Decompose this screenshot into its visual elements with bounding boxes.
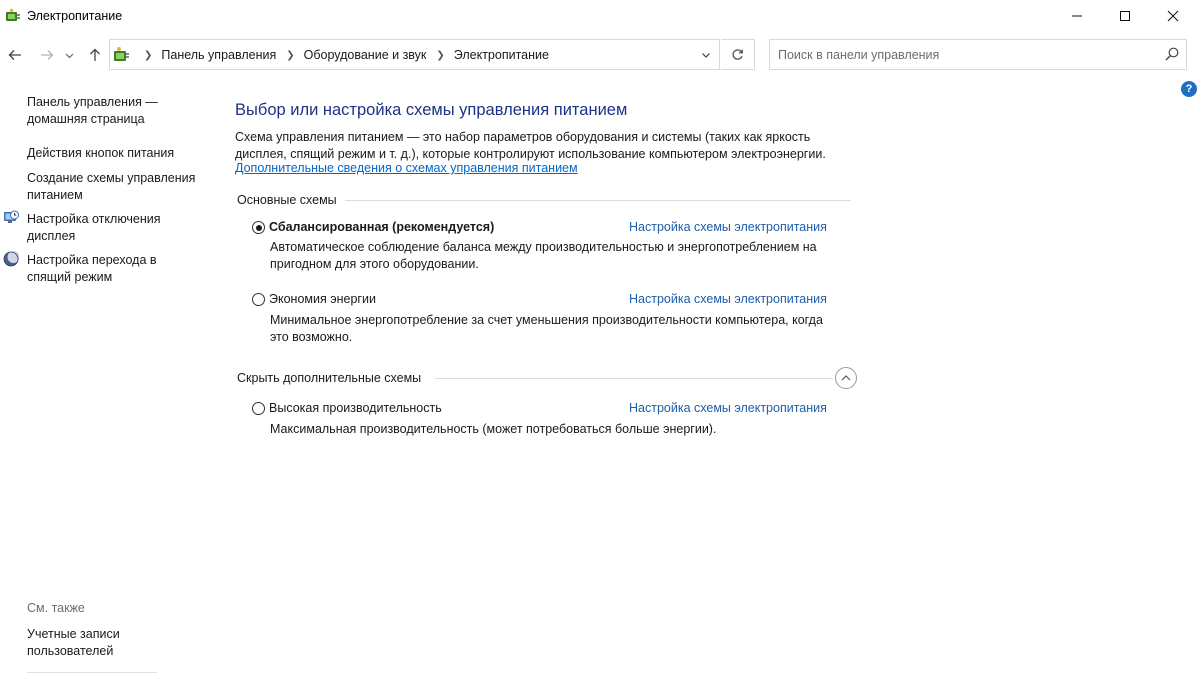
breadcrumb	[134, 48, 549, 62]
group-divider	[345, 200, 851, 201]
up-button[interactable]	[84, 44, 106, 66]
address-bar[interactable]	[109, 39, 720, 70]
group-header-preferred-plans: Основные схемы	[237, 193, 337, 207]
control-panel-icon	[112, 46, 130, 64]
sidebar-item-control-panel-home[interactable]: Панель управления — домашняя страница	[27, 95, 158, 126]
breadcrumb-separator-icon: ❯	[144, 49, 153, 61]
moon-icon	[3, 251, 19, 267]
breadcrumb-power-options[interactable]: Электропитание	[453, 48, 549, 62]
divider	[27, 672, 157, 673]
chevron-down-icon	[65, 51, 74, 60]
breadcrumb-hardware-and-sound[interactable]: Оборудование и звук	[303, 48, 427, 62]
help-button[interactable]: ?	[1181, 81, 1197, 97]
collapse-additional-plans-button[interactable]	[835, 367, 857, 389]
plan-description-balanced: Автоматическое соблюдение баланса между производительностью и энергопотреблением на пригодном для этого оборудовании.	[270, 240, 817, 271]
search-box[interactable]	[769, 39, 1187, 70]
group-header-hide-additional-plans[interactable]: Скрыть дополнительные схемы	[237, 371, 422, 385]
close-icon	[1167, 10, 1179, 22]
arrow-right-icon	[40, 48, 54, 62]
plan-settings-link-high-performance[interactable]: Настройка схемы электропитания	[629, 401, 827, 415]
minimize-icon	[1071, 10, 1083, 22]
see-also-label: См. также	[27, 601, 85, 615]
arrow-up-icon	[88, 48, 102, 62]
plan-radio-high-performance[interactable]	[252, 402, 265, 415]
sidebar-item-display-off[interactable]: Настройка отключения дисплея	[27, 212, 161, 243]
address-history-button[interactable]	[694, 40, 718, 69]
plan-description-high-performance: Максимальная производительность (может потребоваться больше энергии).	[270, 422, 717, 436]
search-input[interactable]	[778, 46, 1148, 64]
minimize-button[interactable]	[1054, 0, 1100, 32]
breadcrumb-separator-icon[interactable]: ❯	[286, 49, 295, 61]
forward-button[interactable]	[36, 44, 58, 66]
breadcrumb-separator-icon[interactable]: ❯	[436, 49, 445, 61]
page-description: Схема управления питанием — это набор параметров оборудования и системы (таких как яркость дисплея, спящий режим и т. д.), которые контролируют использование компьютером электроэнергии.	[235, 130, 826, 161]
plan-radio-balanced[interactable]	[252, 221, 265, 234]
plan-settings-link-power-saver[interactable]: Настройка схемы электропитания	[629, 292, 827, 306]
sidebar-item-power-buttons[interactable]: Действия кнопок питания	[27, 146, 175, 160]
plan-radio-power-saver[interactable]	[252, 293, 265, 306]
maximize-button[interactable]	[1102, 0, 1148, 32]
search-icon[interactable]	[1164, 46, 1180, 62]
plan-name-balanced[interactable]: Сбалансированная (рекомендуется)	[269, 220, 495, 234]
plan-description-power-saver: Минимальное энергопотребление за счет уменьшения производительности компьютера, когда это возможно.	[270, 313, 823, 344]
plan-name-high-performance[interactable]: Высокая производительность	[269, 401, 442, 415]
sidebar-item-sleep-mode[interactable]: Настройка перехода в спящий режим	[27, 253, 157, 284]
breadcrumb-control-panel[interactable]: Панель управления	[161, 48, 277, 62]
refresh-button[interactable]	[721, 39, 755, 70]
refresh-icon	[731, 48, 744, 61]
power-options-icon	[5, 8, 21, 24]
group-divider	[435, 378, 833, 379]
plan-settings-link-balanced[interactable]: Настройка схемы электропитания	[629, 220, 827, 234]
arrow-left-icon	[8, 48, 22, 62]
close-button[interactable]	[1150, 0, 1196, 32]
more-info-link[interactable]: Дополнительные сведения о схемах управления питанием	[235, 161, 578, 175]
sidebar-item-create-plan[interactable]: Создание схемы управления питанием	[27, 171, 196, 202]
display-clock-icon	[3, 210, 19, 226]
sidebar-item-user-accounts[interactable]: Учетные записи пользователей	[27, 627, 120, 658]
window-title: Электропитание	[27, 9, 123, 23]
page-title: Выбор или настройка схемы управления питанием	[235, 101, 628, 119]
back-button[interactable]	[4, 44, 26, 66]
plan-name-power-saver[interactable]: Экономия энергии	[269, 292, 376, 306]
maximize-icon	[1119, 10, 1131, 22]
chevron-down-icon	[701, 50, 711, 60]
recent-locations-button[interactable]	[62, 44, 76, 66]
title-bar	[0, 0, 1200, 34]
chevron-up-circle-icon	[840, 372, 852, 384]
